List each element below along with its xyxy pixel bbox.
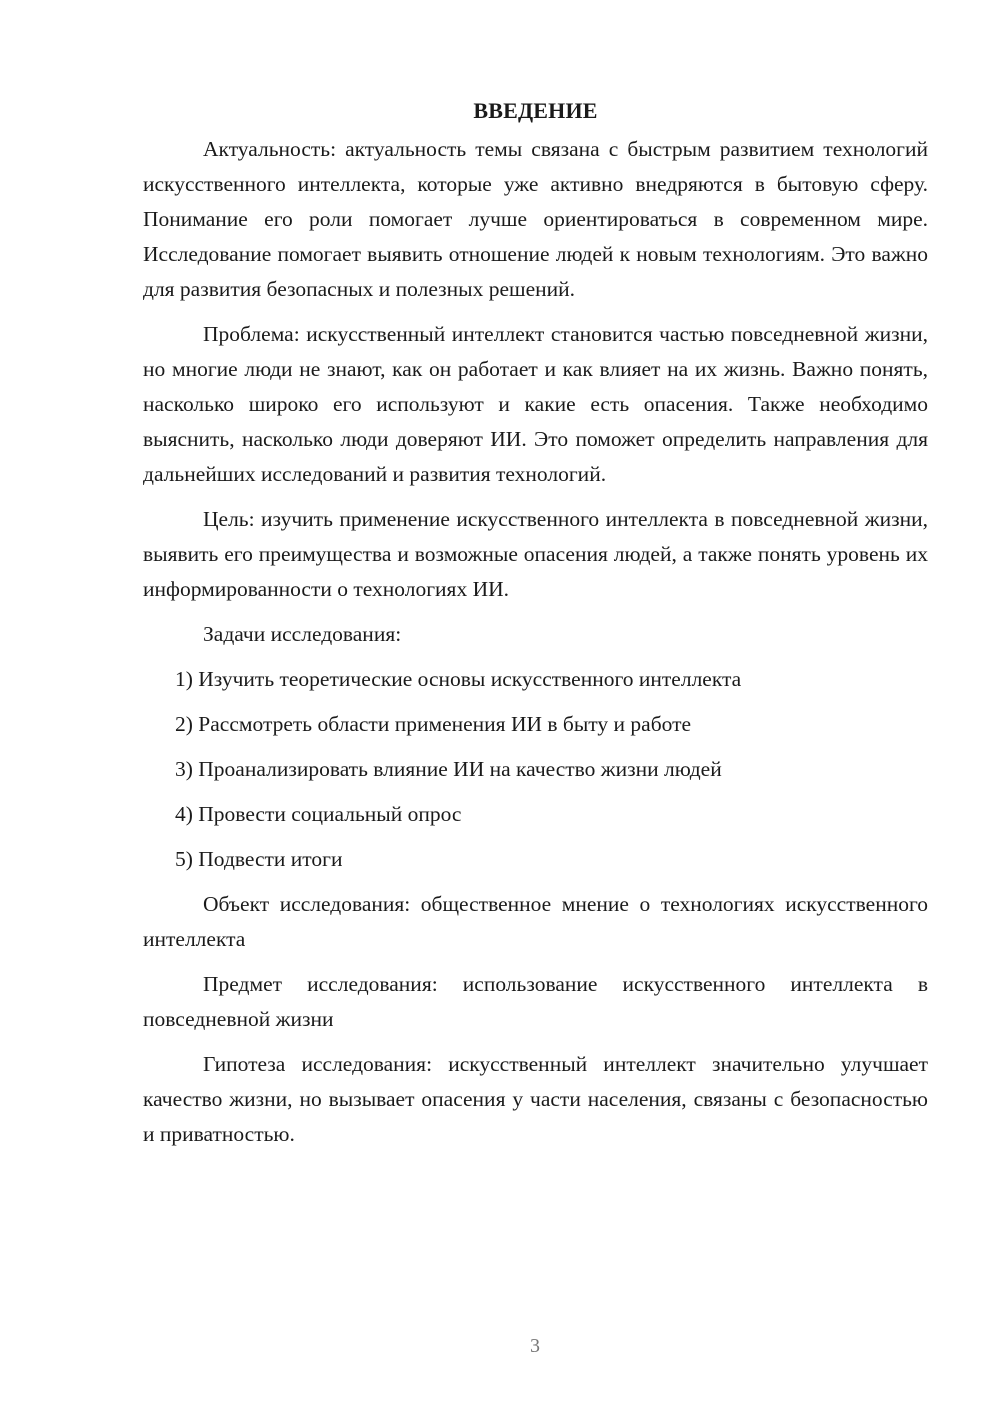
object-paragraph: Объект исследования: общественное мнение о технологиях искусственного интеллекта: [143, 892, 928, 951]
list-item: 2) Рассмотреть области применения ИИ в быту и работе: [175, 712, 692, 736]
list-item: 5) Подвести итоги: [175, 847, 343, 871]
relevance-paragraph: Актуальность: актуальность темы связана с быстрым развитием технологий искусственного интеллекта, которые уже активно внедряются в бытовую сферу. Понимание его роли помогает лучше ориентироваться в современном мире. Исследование помогает выявить отношение людей к новым технологиям. Это важно для развития безопасных и полезных решений.: [143, 137, 928, 301]
list-item: 4) Провести социальный опрос: [175, 802, 462, 826]
page-title: ВВЕДЕНИЕ: [473, 98, 598, 123]
list-item: 3) Проанализировать влияние ИИ на качество жизни людей: [175, 757, 722, 781]
list-item: 1) Изучить теоретические основы искусственного интеллекта: [175, 667, 742, 691]
hypothesis-paragraph: Гипотеза исследования: искусственный интеллект значительно улучшает качество жизни, но вызывает опасения у части населения, связаны с безопасностью и приватностью.: [143, 1052, 928, 1146]
page-content: [143, 96, 928, 1162]
problem-paragraph: Проблема: искусственный интеллект становится частью повседневной жизни, но многие люди не знают, как он работает и как влияет на их жизнь. Важно понять, насколько широко его используют и какие есть опасения. Также необходимо выяснить, насколько люди доверяют ИИ. Это поможет определить направления для дальнейших исследований и развития технологий.: [143, 322, 928, 486]
page-number: 3: [530, 1335, 540, 1357]
task-list: [143, 662, 928, 877]
tasks-heading: Задачи исследования:: [203, 622, 402, 646]
subject-paragraph: Предмет исследования: использование искусственного интеллекта в повседневной жизни: [143, 972, 928, 1031]
goal-paragraph: Цель: изучить применение искусственного интеллекта в повседневной жизни, выявить его преимущества и возможные опасения людей, а также понять уровень их информированности о технологиях ИИ.: [143, 507, 928, 601]
